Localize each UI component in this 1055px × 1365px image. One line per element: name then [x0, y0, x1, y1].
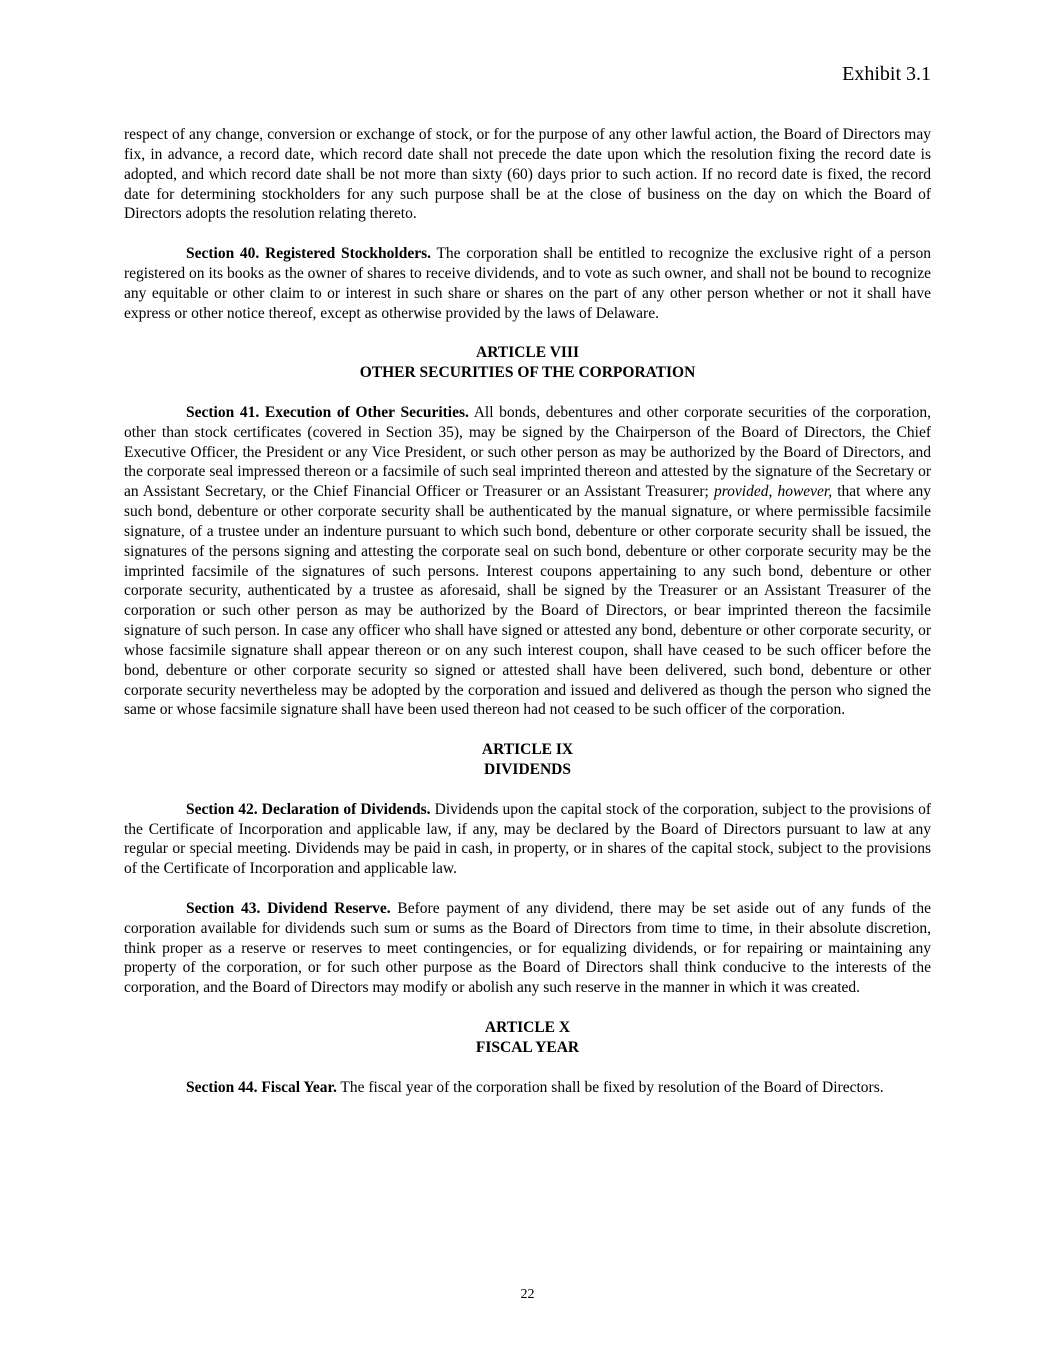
document-body	[124, 125, 931, 1117]
article-ix-name: DIVIDENDS	[484, 761, 571, 778]
exhibit-label: Exhibit 3.1	[842, 63, 931, 85]
article-viii-number: ARTICLE VIII	[476, 344, 579, 362]
section-42-title: Section 42. Declaration of Dividends.	[186, 800, 431, 818]
page-number: 22	[520, 1287, 535, 1302]
continuation-paragraph: respect of any change, conversion or exchange of stock, or for the purpose of any other lawful action, the Board of Directors may fix, in advance, a record date, which record date shall not precede the date upon which the resolution fixing the record date is adopted, and which record date shall be not more than sixty (60) days prior to such action. If no record date is fixed, the record date for determining stockholders for any such purpose shall be at the close of business on the day on which the Board of Directors adopts the resolution relating thereto.	[124, 126, 931, 223]
section-41-paragraph	[124, 403, 931, 721]
section-41-italic-proviso: provided, however,	[713, 483, 833, 501]
section-40-title: Section 40. Registered Stockholders.	[186, 245, 432, 263]
section-44-text: The fiscal year of the corporation shall be fixed by resolution of the Board of Directors.	[336, 1078, 884, 1096]
section-43-paragraph	[124, 899, 931, 998]
section-41-text-part-2: that where any such bond, debenture or other corporate security shall be authenticated by the manual signature, or where permissible facsimile signature, of a trustee under an indenture pursuant to which such bond, debenture or other corporate security shall be issued, the signatures of the persons signing and attesting the corporate seal on such bond, debenture or other corporate security may be the imprinted facsimile of the signatures of such persons. Interest coupons appertaining to any such bond, debenture or other corporate security, authenticated by a trustee as aforesaid, shall be signed by the Treasurer or an Assistant Treasurer of the corporation or such other person as may be authorized by the Board of Directors, or bear imprinted thereon the facsimile signature of such person. In case any officer who shall have signed or attested any bond, debenture or other corporate security, or whose facsimile signature shall appear thereon or on any such interest coupon, shall have ceased to be such officer before the bond, debenture or other corporate security so signed or attested shall have been delivered, such bond, debenture or other corporate security nevertheless may be adopted by the corporation and issued and delivered as though the person who signed the same or whose facsimile signature shall have been used thereon had not ceased to be such officer of the corporation.	[124, 483, 931, 719]
section-42-paragraph	[124, 800, 931, 879]
section-41-text-part-1: All bonds, debentures and other corporate securities of the corporation, other than stock certificates (covered in Section 35), may be signed by the Chairperson of the Board of Directors, the Chief Executive Officer, the President or any Vice President, or such other person as may be authorized by the Board of Directors, and the corporate seal impressed thereon or a facsimile of such seal imprinted thereon and attested by the signature of the Secretary or an Assistant Secretary, or the Chief Financial Officer or Treasurer or an Assistant Treasurer;	[124, 403, 931, 501]
article-ix-heading	[124, 740, 931, 780]
article-x-heading	[124, 1018, 931, 1058]
section-40-text: The corporation shall be entitled to recognize the exclusive right of a person registered on its books as the owner of shares to receive dividends, and to vote as such owner, and shall not be bound to recognize any equitable or other claim to or interest in such share or shares on the part of any other person whether or not it shall have express or other notice thereof, except as otherwise provided by the laws of Delaware.	[124, 245, 931, 322]
article-viii-heading	[124, 343, 931, 383]
section-41-title: Section 41. Execution of Other Securities.	[186, 403, 469, 421]
section-43-title: Section 43. Dividend Reserve.	[186, 899, 391, 917]
section-40-paragraph	[124, 244, 931, 323]
section-43-text: Before payment of any dividend, there may be set aside out of any funds of the corporation available for dividends such sum or sums as the Board of Directors from time to time, in their absolute discretion, think proper as a reserve or reserves to meet contingencies, or for equalizing dividends, or for repairing or maintaining any property of the corporation, or for such other purpose as the Board of Directors shall think conducive to the interests of the corporation, and the Board of Directors may modify or abolish any such reserve in the manner in which it was created.	[124, 899, 931, 997]
article-x-number: ARTICLE X	[484, 1018, 571, 1036]
article-x-name: FISCAL YEAR	[475, 1038, 580, 1056]
section-44-title: Section 44. Fiscal Year.	[186, 1078, 337, 1096]
section-44-paragraph	[124, 1078, 931, 1098]
section-42-text: Dividends upon the capital stock of the corporation, subject to the provisions of the Certificate of Incorporation and applicable law, if any, may be declared by the Board of Directors pursuant to law at any regular or special meeting. Dividends may be paid in cash, in property, or in shares of the capital stock, subject to the provisions of the Certificate of Incorporation and applicable law.	[124, 800, 932, 878]
article-ix-number: ARTICLE IX	[481, 741, 574, 759]
article-viii-name: OTHER SECURITIES OF THE CORPORATION	[359, 364, 696, 382]
